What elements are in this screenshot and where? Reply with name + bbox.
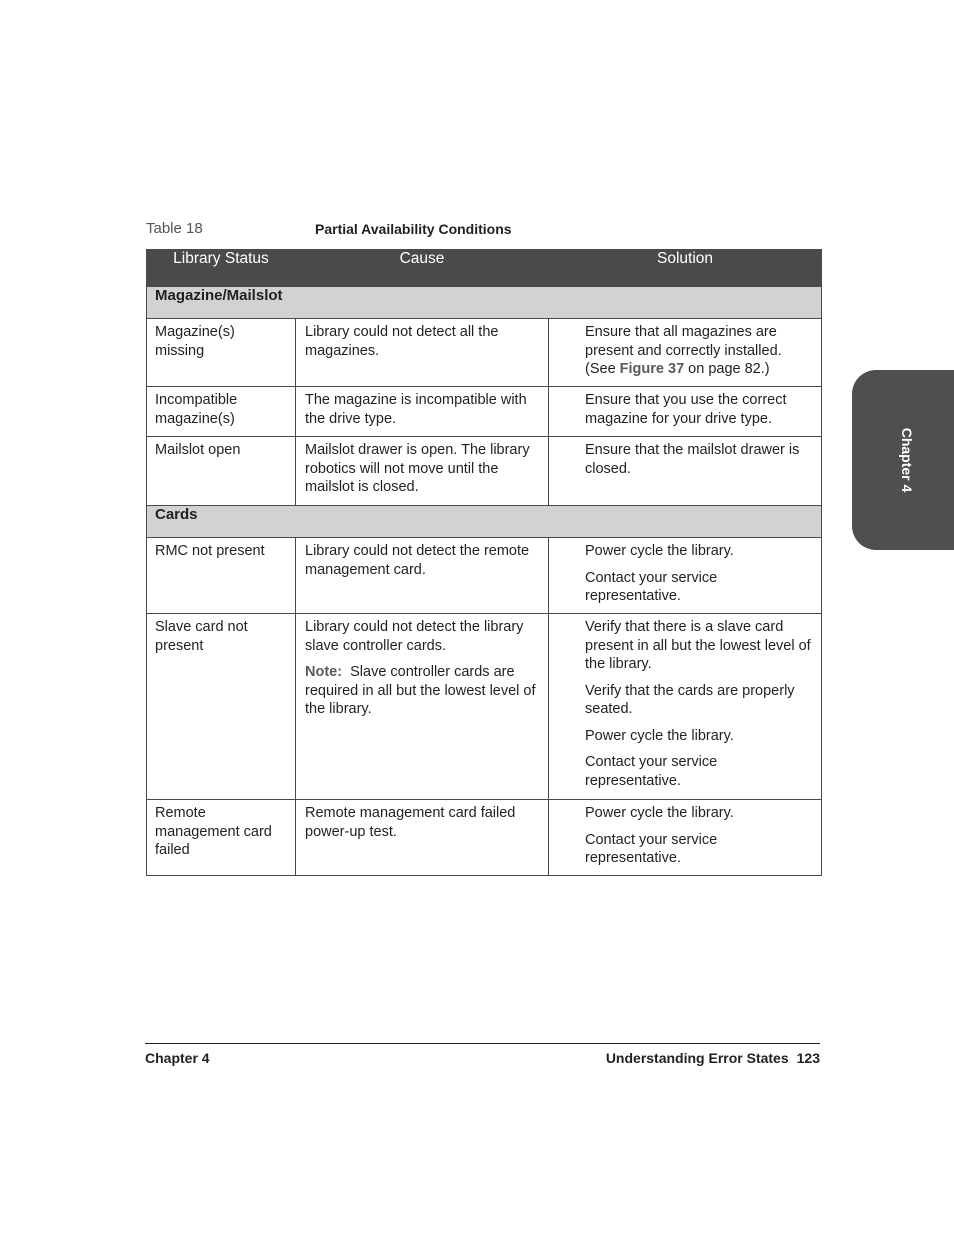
solution-text: Ensure that all magazines are present and correctly installed. (See Figure 37 on page 82.)	[585, 324, 782, 377]
solution-cell	[549, 538, 822, 614]
header-library-status: Library Status	[147, 250, 296, 287]
table-row	[147, 800, 822, 876]
cause-cell	[296, 437, 549, 506]
solution-cell	[549, 387, 822, 437]
solution-text: Power cycle the library.	[585, 727, 734, 744]
cause-text: Mailslot drawer is open. The library robotics will not move until the mailslot is closed.	[305, 442, 530, 495]
solution-text: Ensure that the mailslot drawer is closed.	[585, 442, 800, 477]
solution-text: Contact your service representative.	[585, 831, 718, 866]
cause-cell	[296, 387, 549, 437]
cause-cell	[296, 319, 549, 387]
note-text: Slave controller cards are required in all but the lowest level of the library.	[305, 664, 536, 717]
table-row	[147, 387, 822, 437]
footer-divider	[145, 1043, 820, 1044]
chapter-tab-label: Chapter 4	[899, 427, 915, 493]
section-row	[147, 506, 822, 538]
table-row	[147, 437, 822, 506]
footer-right	[598, 1050, 820, 1066]
solution-cell	[549, 800, 822, 876]
status-cell: Magazine(s) missing	[147, 319, 296, 387]
figure-37-link[interactable]: Figure 37	[619, 361, 685, 377]
page-number: 123	[796, 1050, 820, 1066]
status-cell: Mailslot open	[147, 437, 296, 506]
table-number: Table 18	[146, 220, 203, 237]
cause-text: Library could not detect the remote management card.	[305, 543, 530, 578]
header-cause: Cause	[296, 250, 549, 287]
solution-text: Contact your service representative.	[585, 569, 718, 604]
table-row	[147, 538, 822, 614]
table-caption	[146, 218, 820, 240]
partial-availability-table	[146, 249, 822, 876]
header-solution: Solution	[549, 250, 822, 287]
footer-chapter: Chapter 4	[145, 1050, 210, 1066]
cause-cell	[296, 800, 549, 876]
table-row	[147, 614, 822, 800]
table-title: Partial Availability Conditions	[315, 221, 512, 237]
solution-text: Verify that the cards are properly seated.	[585, 682, 795, 717]
section-row	[147, 287, 822, 319]
solution-text: Verify that there is a slave card present in all but the lowest level of the library.	[585, 619, 811, 672]
cause-text: The magazine is incompatible with the drive type.	[305, 392, 527, 427]
cause-cell	[296, 538, 549, 614]
note-label: Note:	[305, 664, 343, 680]
section-title-magazine-mailslot: Magazine/Mailslot	[147, 287, 822, 319]
section-title-cards: Cards	[147, 506, 822, 538]
cause-text: Library could not detect the library slave controller cards.	[305, 619, 524, 654]
solution-text: Ensure that you use the correct magazine for your drive type.	[585, 392, 787, 427]
solution-text: Power cycle the library.	[585, 805, 734, 821]
solution-text: Power cycle the library.	[585, 543, 734, 559]
header-row	[147, 250, 822, 287]
cause-text: Remote management card failed power-up test.	[305, 805, 516, 840]
status-cell: Remote management card failed	[147, 800, 296, 876]
chapter-side-tab	[852, 370, 954, 550]
solution-cell	[549, 319, 822, 387]
cause-cell	[296, 614, 549, 800]
footer-section-title: Understanding Error States	[605, 1050, 789, 1066]
cause-text: Library could not detect all the magazines.	[305, 324, 499, 359]
table-row	[147, 319, 822, 387]
status-cell: Slave card not present	[147, 614, 296, 800]
solution-cell	[549, 614, 822, 800]
status-cell: Incompatible magazine(s)	[147, 387, 296, 437]
note	[305, 663, 540, 719]
solution-text: Contact your service representative.	[585, 754, 718, 789]
solution-cell	[549, 437, 822, 506]
status-cell: RMC not present	[147, 538, 296, 614]
